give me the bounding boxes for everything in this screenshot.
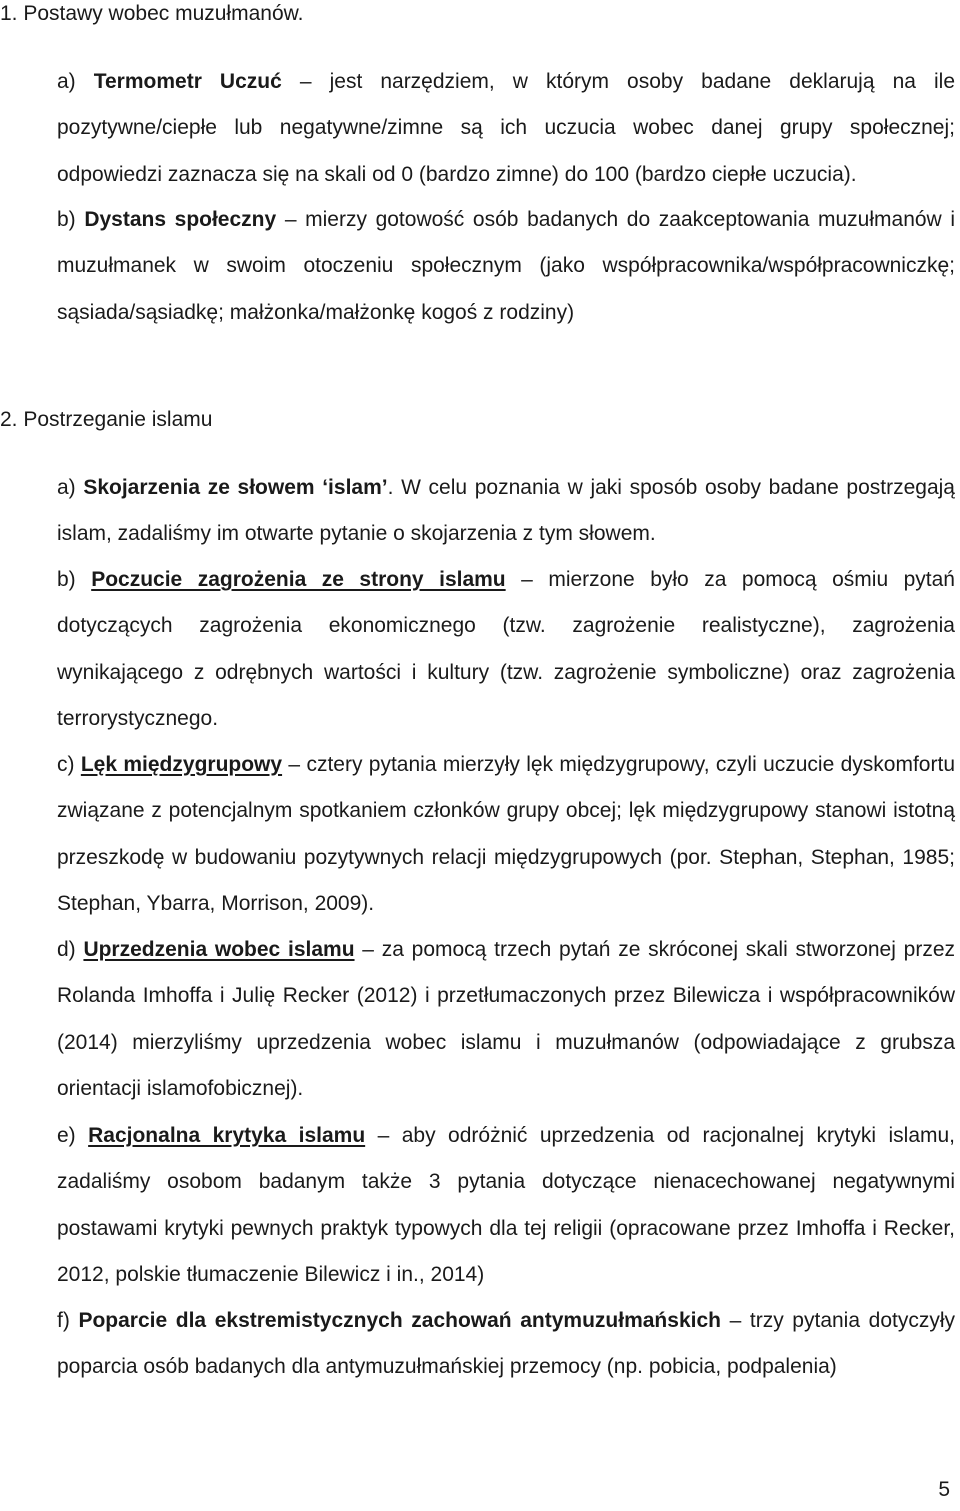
item-prefix: e) xyxy=(57,1124,89,1147)
item-poczucie-zagrozenia xyxy=(57,557,955,742)
item-text: – mierzy gotowość osób badanych do zaakceptowania muzułmanów i muzułmanek w swoim otoczeniu społecznym (jako współpracownika/współpracowniczkę; sąsiada/sąsiadkę; małżonka/małżonkę kogoś z rodziny) xyxy=(57,208,956,324)
item-dystans-spoleczny xyxy=(57,197,955,336)
page-number: 5 xyxy=(938,1478,950,1501)
item-text: – cztery pytania mierzyły lęk międzygrupowy, czyli uczucie dyskomfortu związane z potencjalnym spotkaniem członków grupy obcej; lęk międzygrupowy stanowi istotną przeszkodę w budowaniu pozytywnych relacji międzygrupowych (por. Stephan, Stephan, 1985; Stephan, Ybarra, Morrison, 2009). xyxy=(57,753,955,915)
item-term: Poczucie zagrożenia ze strony islamu xyxy=(91,568,506,591)
item-text: – trzy pytania dotyczyły poparcia osób badanych dla antymuzułmańskiej przemocy (np. pobicia, podpalenia) xyxy=(57,1309,955,1379)
item-text: – jest narzędziem, w którym osoby badane deklarują na ile pozytywne/ciepłe lub negatywne/zimne są ich uczucia wobec danej grupy społecznej; odpowiedzi zaznacza się na skali od 0 (bardzo zimne) do 100 (bardzo ciepłe uczucia). xyxy=(57,70,956,186)
section-2-heading: 2. Postrzeganie islamu xyxy=(0,408,213,431)
section-1-heading: 1. Postawy wobec muzułmanów. xyxy=(0,2,304,25)
item-text: – aby odróżnić uprzedzenia od racjonalnej krytyki islamu, zadaliśmy osobom badanym także 3 pytania dotyczące nienacechowanej negatywnymi postawami krytyki pewnych praktyk typowych dla tej religii (opracowane przez Imhoffa i Recker, 2012, polskie tłumaczenie Bilewicz i in., 2014) xyxy=(57,1124,956,1286)
item-term: Poparcie dla ekstremistycznych zachowań antymuzułmańskich xyxy=(78,1309,721,1332)
item-uprzedzenia xyxy=(57,927,955,1112)
item-racjonalna-krytyka xyxy=(57,1113,955,1298)
item-poparcie-ekstremistycznych xyxy=(57,1298,955,1391)
item-term: Lęk międzygrupowy xyxy=(80,753,283,776)
item-prefix: a) xyxy=(57,70,94,93)
item-term: Racjonalna krytyka islamu xyxy=(88,1124,366,1147)
item-prefix: c) xyxy=(57,753,81,776)
item-prefix: a) xyxy=(57,476,84,499)
item-term: Dystans społeczny xyxy=(84,208,277,231)
item-prefix: b) xyxy=(57,568,92,591)
item-prefix: f) xyxy=(57,1309,79,1332)
item-term: Termometr Uczuć xyxy=(93,70,282,93)
item-term: Uprzedzenia wobec islamu xyxy=(83,938,355,961)
item-term: Skojarzenia ze słowem ‘islam’ xyxy=(83,476,388,499)
item-text: . W celu poznania w jaki sposób osoby badane postrzegają islam, zadaliśmy im otwarte pytanie o skojarzenia z tym słowem. xyxy=(57,476,955,546)
item-lek-miedzygrupowy xyxy=(57,742,955,927)
item-text: – mierzone było za pomocą ośmiu pytań dotyczących zagrożenia ekonomicznego (tzw. zagrożenie realistyczne), zagrożenia wynikającego z odrębnych wartości i kultury (tzw. zagrożenie symboliczne) oraz zagrożenia terrorystycznego. xyxy=(57,568,955,730)
item-prefix: d) xyxy=(57,938,84,961)
item-skojarzenia xyxy=(57,465,955,558)
item-termometr-uczuc xyxy=(57,59,955,198)
item-text: – za pomocą trzech pytań ze skróconej skali stworzonej przez Rolanda Imhoffa i Julię Recker (2012) i przetłumaczonych przez Bilewicza i współpracowników (2014) mierzyliśmy uprzedzenia wobec islamu i muzułmanów (odpowiadające z grubsza orientacji islamofobicznej). xyxy=(57,938,956,1100)
item-prefix: b) xyxy=(57,208,85,231)
